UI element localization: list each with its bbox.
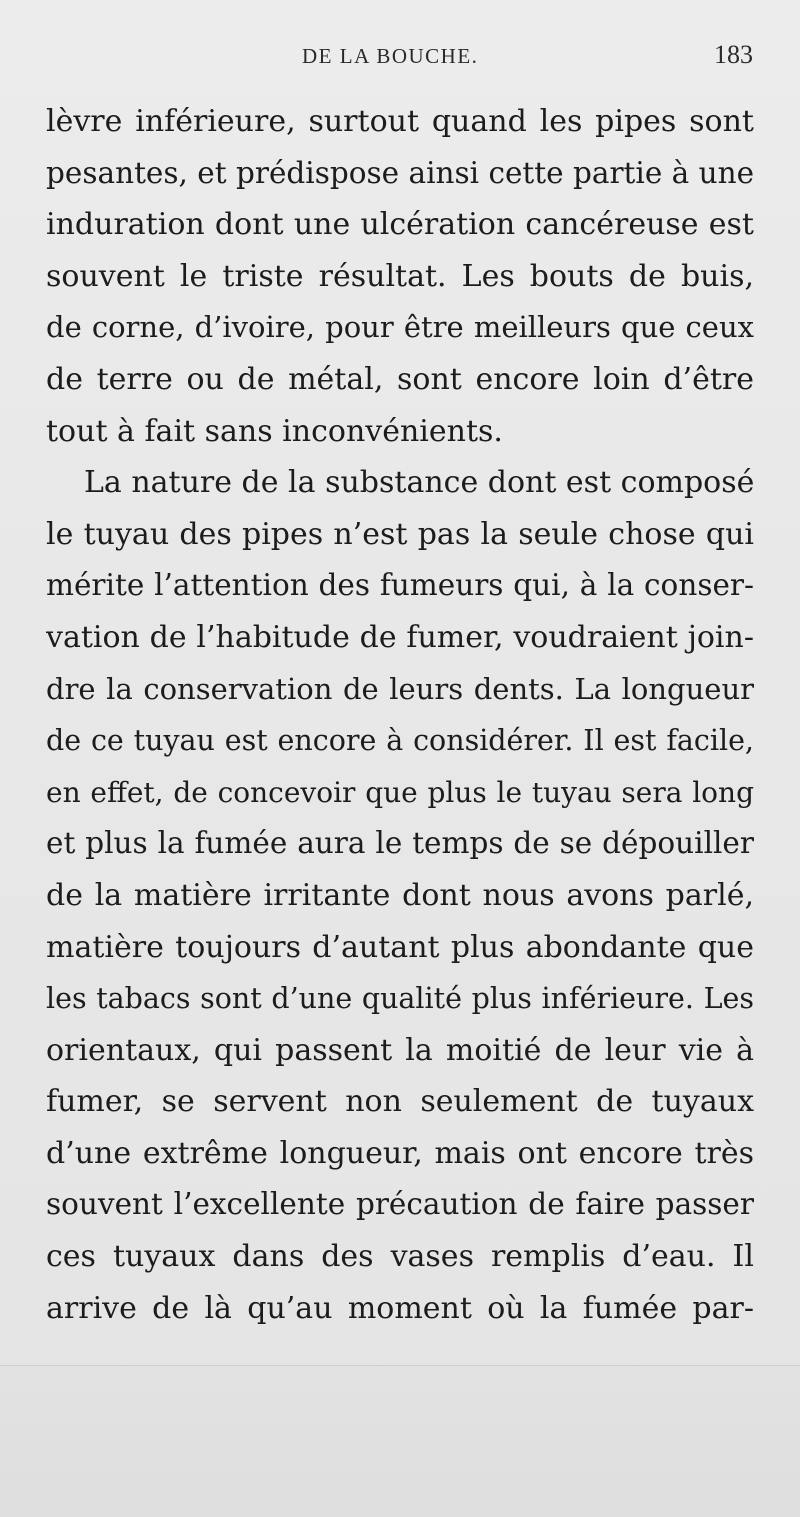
text-line: et plus la fumée aura le temps de se dépouiller — [46, 826, 754, 861]
running-title: DE LA BOUCHE. — [302, 44, 479, 68]
body-text — [46, 96, 754, 1334]
text-line: orientaux, qui passent la moitié de leur vie à — [46, 1032, 754, 1068]
page-number: 183 — [714, 40, 753, 69]
text-line: de ce tuyau est encore à considérer. Il est facile, — [46, 724, 754, 758]
text-line: pesantes, et prédispose ainsi cette partie à une — [46, 155, 754, 190]
text-line: mérite l’attention des fumeurs qui, à la conser- — [46, 568, 754, 603]
page-header — [40, 38, 755, 74]
text-line: d’une extrême longueur, mais ont encore très — [46, 1135, 754, 1171]
text-line: en effet, de concevoir que plus le tuyau sera long — [46, 775, 754, 809]
text-line: de la matière irritante dont nous avons parlé, — [46, 877, 754, 913]
text-line: matière toujours d’autant plus abondante que — [46, 929, 754, 965]
text-line: les tabacs sont d’une qualité plus inférieure. Les — [46, 982, 754, 1016]
page-bottom-margin — [0, 1365, 800, 1517]
text-line: lèvre inférieure, surtout quand les pipes sont — [46, 104, 754, 139]
text-line: tout à fait sans inconvénients. — [46, 413, 503, 449]
text-line: arrive de là qu’au moment où la fumée par- — [46, 1290, 754, 1326]
text-line: le tuyau des pipes n’est pas la seule chose qui — [46, 516, 754, 552]
text-line: dre la conservation de leurs dents. La longueur — [46, 671, 754, 706]
text-line: vation de l’habitude de fumer, voudraient join- — [46, 619, 754, 655]
text-line: induration dont une ulcération cancéreuse est — [46, 207, 754, 243]
text-line: ces tuyaux dans des vases remplis d’eau. Il — [46, 1239, 754, 1275]
text-line: souvent l’excellente précaution de faire passer — [46, 1187, 754, 1222]
text-line: de corne, d’ivoire, pour être meilleurs que ceux — [46, 310, 754, 345]
text-line: souvent le triste résultat. Les bouts de buis, — [46, 258, 754, 294]
text-line: fumer, se servent non seulement de tuyaux — [46, 1084, 754, 1120]
paragraph-start-line: La nature de la substance dont est composé — [84, 465, 754, 501]
text-line: de terre ou de métal, sont encore loin d’être — [46, 361, 754, 397]
